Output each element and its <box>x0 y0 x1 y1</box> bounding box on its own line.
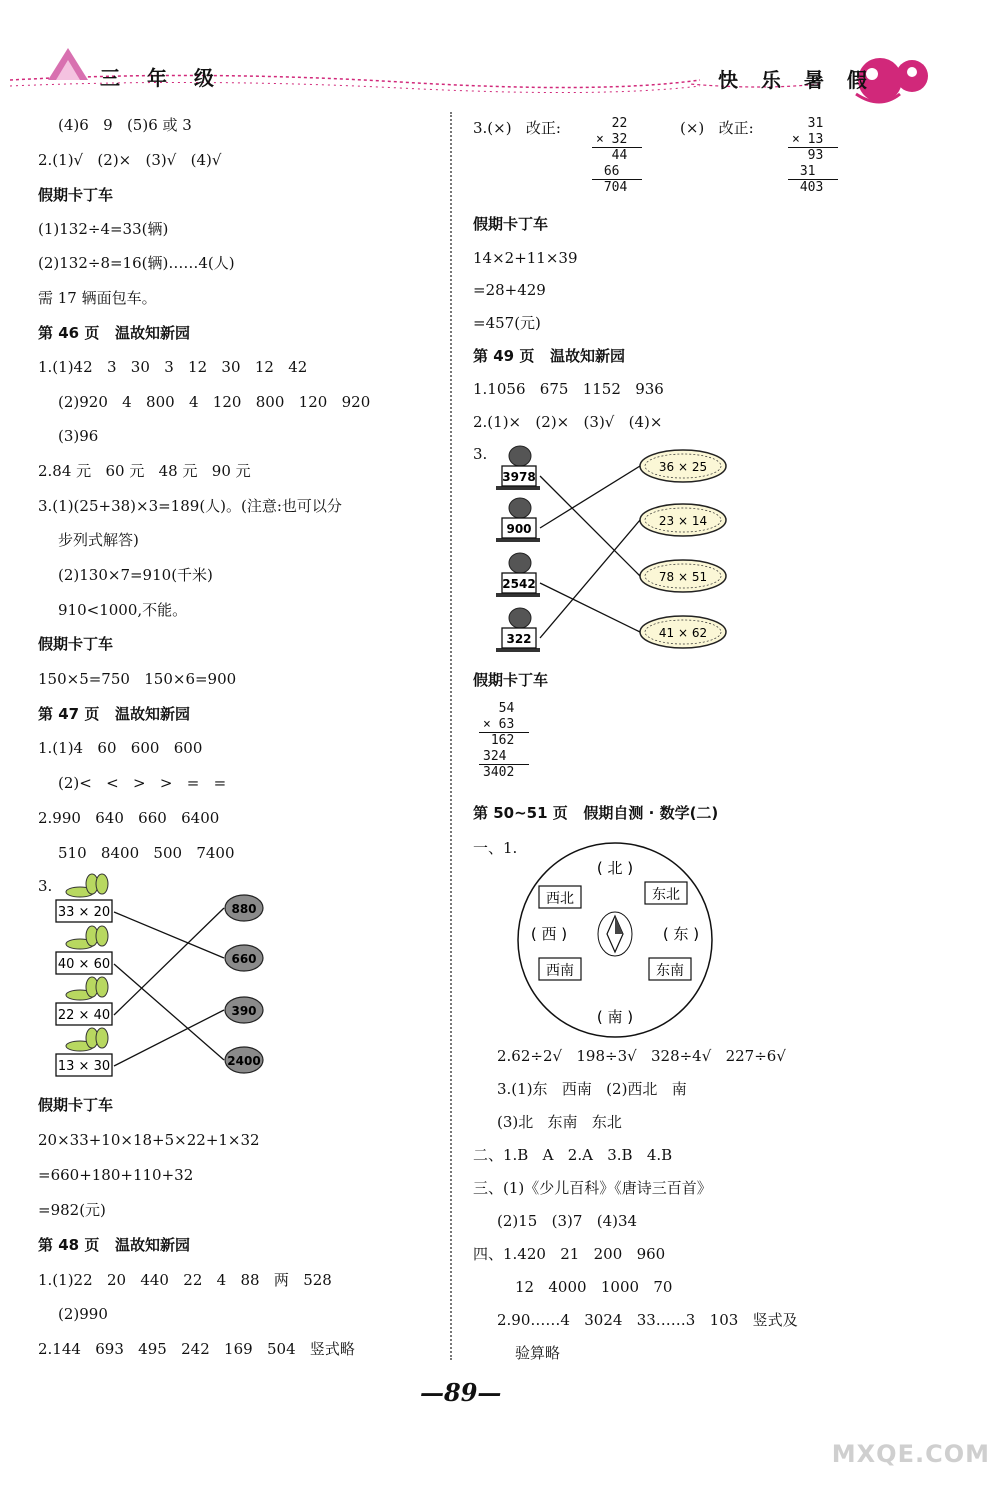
watermark: MXQE.COM <box>831 1440 990 1468</box>
matching-line <box>540 466 640 528</box>
matching-right-label: 36 × 25 <box>658 460 708 474</box>
matching-left-item <box>56 1028 112 1076</box>
right-line: 3. <box>473 445 488 463</box>
matching-left-label: 33 × 20 <box>57 905 111 920</box>
right-line: 一、1. <box>473 839 518 857</box>
vertical-calc-row: × 13 <box>792 132 824 147</box>
matching-line <box>114 912 224 958</box>
right-line: 14×2+11×39 <box>473 249 578 267</box>
matching-left-item <box>496 498 540 542</box>
dragonfly-icon <box>66 874 108 897</box>
right-line: 二、1.B A 2.A 3.B 4.B <box>473 1146 673 1164</box>
matching-left-label: 40 × 60 <box>57 957 111 972</box>
matching-left-label: 13 × 30 <box>57 1059 111 1074</box>
vertical-calc-row: 93 <box>792 148 824 163</box>
compass-southwest: 西南 <box>546 963 574 979</box>
dragonfly-icon <box>66 977 108 1000</box>
matching-right-label: 2400 <box>227 1054 261 1068</box>
right-line: 1.1056 675 1152 936 <box>473 380 664 398</box>
calc-rule <box>592 147 642 148</box>
vertical-calc-row: 3402 <box>483 765 515 780</box>
right-line: 第 50~51 页 假期自测 · 数学(二) <box>473 804 719 822</box>
matching-left-label: 900 <box>506 522 532 536</box>
vertical-calc-row: 44 <box>596 148 628 163</box>
grade-label: 三 年 级 <box>100 66 224 90</box>
column-divider <box>450 112 452 1360</box>
matching-right-item <box>225 895 263 921</box>
left-line: 需 17 辆面包车。 <box>38 289 157 307</box>
right-line: 2.62÷2√ 198÷3√ 328÷4√ 227÷6√ <box>497 1047 786 1065</box>
left-line: 150×5=750 150×6=900 <box>38 670 237 688</box>
calc-rule <box>788 147 838 148</box>
left-line: 510 8400 500 7400 <box>58 844 235 862</box>
matching-left-item <box>496 608 540 652</box>
left-line: (2)132÷8=16(辆)……4(人) <box>38 254 235 272</box>
matching-line <box>540 583 640 632</box>
matching-right-label: 660 <box>231 952 257 966</box>
left-line: 910<1000,不能。 <box>58 601 188 619</box>
compass-northeast: 东北 <box>652 887 680 903</box>
matching-right-item <box>225 945 263 971</box>
matching-diagram-p49 <box>488 438 738 660</box>
matching-right-label: 390 <box>231 1004 257 1018</box>
right-line: 三、(1)《少儿百科》《唐诗三百首》 <box>473 1179 712 1197</box>
matching-diagram-p47 <box>50 870 290 1085</box>
right-line: 2.90……4 3024 33……3 103 竖式及 <box>497 1311 798 1329</box>
matching-right-item <box>640 504 726 536</box>
matching-right-label: 23 × 14 <box>658 514 708 528</box>
series-title: 快 乐 暑 假 <box>718 68 875 92</box>
matching-right-label: 41 × 62 <box>658 626 708 640</box>
vertical-calc-row: 162 <box>483 733 515 748</box>
left-line: (2)920 4 800 4 120 800 120 920 <box>58 393 371 411</box>
matching-right-label: 78 × 51 <box>658 570 708 584</box>
left-line: 3. <box>38 877 53 895</box>
left-line: =660+180+110+32 <box>38 1166 194 1184</box>
left-line: 2.84 元 60 元 48 元 90 元 <box>38 462 251 480</box>
compass-diagram <box>515 840 715 1040</box>
right-line: 3.(×) 改正: <box>473 119 561 137</box>
left-line: 假期卡丁车 <box>38 1096 114 1114</box>
page-number: —89— <box>420 1378 502 1407</box>
matching-right-label: 880 <box>231 902 257 916</box>
left-line: =982(元) <box>38 1201 106 1219</box>
matching-line <box>114 1010 224 1066</box>
left-line: (2)< < > > = = <box>58 774 227 792</box>
matching-right-item <box>640 616 726 648</box>
left-line: 假期卡丁车 <box>38 186 114 204</box>
compass-north: ( 北 ) <box>596 859 634 877</box>
vertical-calc-row: 22 <box>596 116 628 131</box>
left-line: 20×33+10×18+5×22+1×32 <box>38 1131 260 1149</box>
left-line: 假期卡丁车 <box>38 635 114 653</box>
left-line: (3)96 <box>58 427 99 445</box>
left-line: 1.(1)4 60 600 600 <box>38 739 203 757</box>
calc-rule <box>592 179 642 180</box>
right-line: 12 4000 1000 70 <box>515 1278 673 1296</box>
right-line: 2.(1)× (2)× (3)√ (4)× <box>473 413 663 431</box>
vertical-calc-row: × 32 <box>596 132 628 147</box>
matching-right-item <box>225 997 263 1023</box>
left-line: (4)6 9 (5)6 或 3 <box>58 116 192 134</box>
vertical-calc-row: 54 <box>483 701 515 716</box>
matching-left-item <box>496 553 540 597</box>
compass-east: ( 东 ) <box>662 925 700 943</box>
matching-left-label: 2542 <box>502 577 536 591</box>
compass-northwest: 西北 <box>546 891 574 907</box>
compass-west: ( 西 ) <box>530 925 568 943</box>
right-line: 假期卡丁车 <box>473 671 549 689</box>
right-line: 第 49 页 温故知新园 <box>473 347 625 365</box>
left-line: 第 46 页 温故知新园 <box>38 324 190 342</box>
left-line: 第 47 页 温故知新园 <box>38 705 190 723</box>
right-line: =28+429 <box>473 281 546 299</box>
right-line: (×) 改正: <box>680 119 754 137</box>
vertical-calc-row: 31 <box>792 116 824 131</box>
matching-left-item <box>496 446 540 490</box>
compass-south: ( 南 ) <box>596 1008 634 1026</box>
left-line: 3.(1)(25+38)×3=189(人)。(注意:也可以分 <box>38 497 342 515</box>
left-line: 2.990 640 660 6400 <box>38 809 220 827</box>
header-decoration <box>0 0 1000 110</box>
vertical-calc-row: 324 <box>483 749 507 764</box>
left-line: 步列式解答) <box>58 531 139 549</box>
right-line: 验算略 <box>515 1344 561 1362</box>
matching-right-item <box>640 450 726 482</box>
vertical-calc-row: 66 <box>596 164 620 179</box>
matching-left-item <box>56 874 112 922</box>
left-line: 2.(1)√ (2)× (3)√ (4)√ <box>38 151 222 169</box>
left-line: 1.(1)42 3 30 3 12 30 12 42 <box>38 358 308 376</box>
page-header <box>0 0 1000 110</box>
matching-line <box>540 520 640 638</box>
matching-line <box>114 908 224 1015</box>
matching-line <box>114 964 224 1060</box>
left-line: 2.144 693 495 242 169 504 竖式略 <box>38 1340 355 1358</box>
compass-needle-icon <box>598 912 632 956</box>
matching-left-item <box>56 977 112 1025</box>
right-line: 3.(1)东 西南 (2)西北 南 <box>497 1080 687 1098</box>
matching-left-label: 3978 <box>502 470 536 484</box>
calc-rule <box>788 179 838 180</box>
matching-right-item <box>225 1047 263 1073</box>
calc-rule <box>479 764 529 765</box>
matching-left-label: 322 <box>506 632 532 646</box>
right-line: (3)北 东南 东北 <box>497 1113 622 1131</box>
left-line: (2)990 <box>58 1305 108 1323</box>
vertical-calc-row: × 63 <box>483 717 515 732</box>
left-line: 第 48 页 温故知新园 <box>38 1236 190 1254</box>
right-line: =457(元) <box>473 314 541 332</box>
matching-line <box>540 476 640 576</box>
vertical-calc-row: 31 <box>792 164 816 179</box>
right-line: 假期卡丁车 <box>473 215 549 233</box>
matching-left-item <box>56 926 112 974</box>
matching-right-item <box>640 560 726 592</box>
dragonfly-icon <box>66 926 108 949</box>
dragonfly-icon <box>66 1028 108 1051</box>
left-line: 1.(1)22 20 440 22 4 88 两 528 <box>38 1271 332 1289</box>
left-line: (2)130×7=910(千米) <box>58 566 213 584</box>
matching-left-label: 22 × 40 <box>57 1008 111 1023</box>
calc-rule <box>479 732 529 733</box>
compass-southeast: 东南 <box>656 963 684 979</box>
right-line: (2)15 (3)7 (4)34 <box>497 1212 638 1230</box>
right-line: 四、1.420 21 200 960 <box>473 1245 666 1263</box>
vertical-calc-row: 704 <box>596 180 628 195</box>
vertical-calc-row: 403 <box>792 180 824 195</box>
left-line: (1)132÷4=33(辆) <box>38 220 169 238</box>
